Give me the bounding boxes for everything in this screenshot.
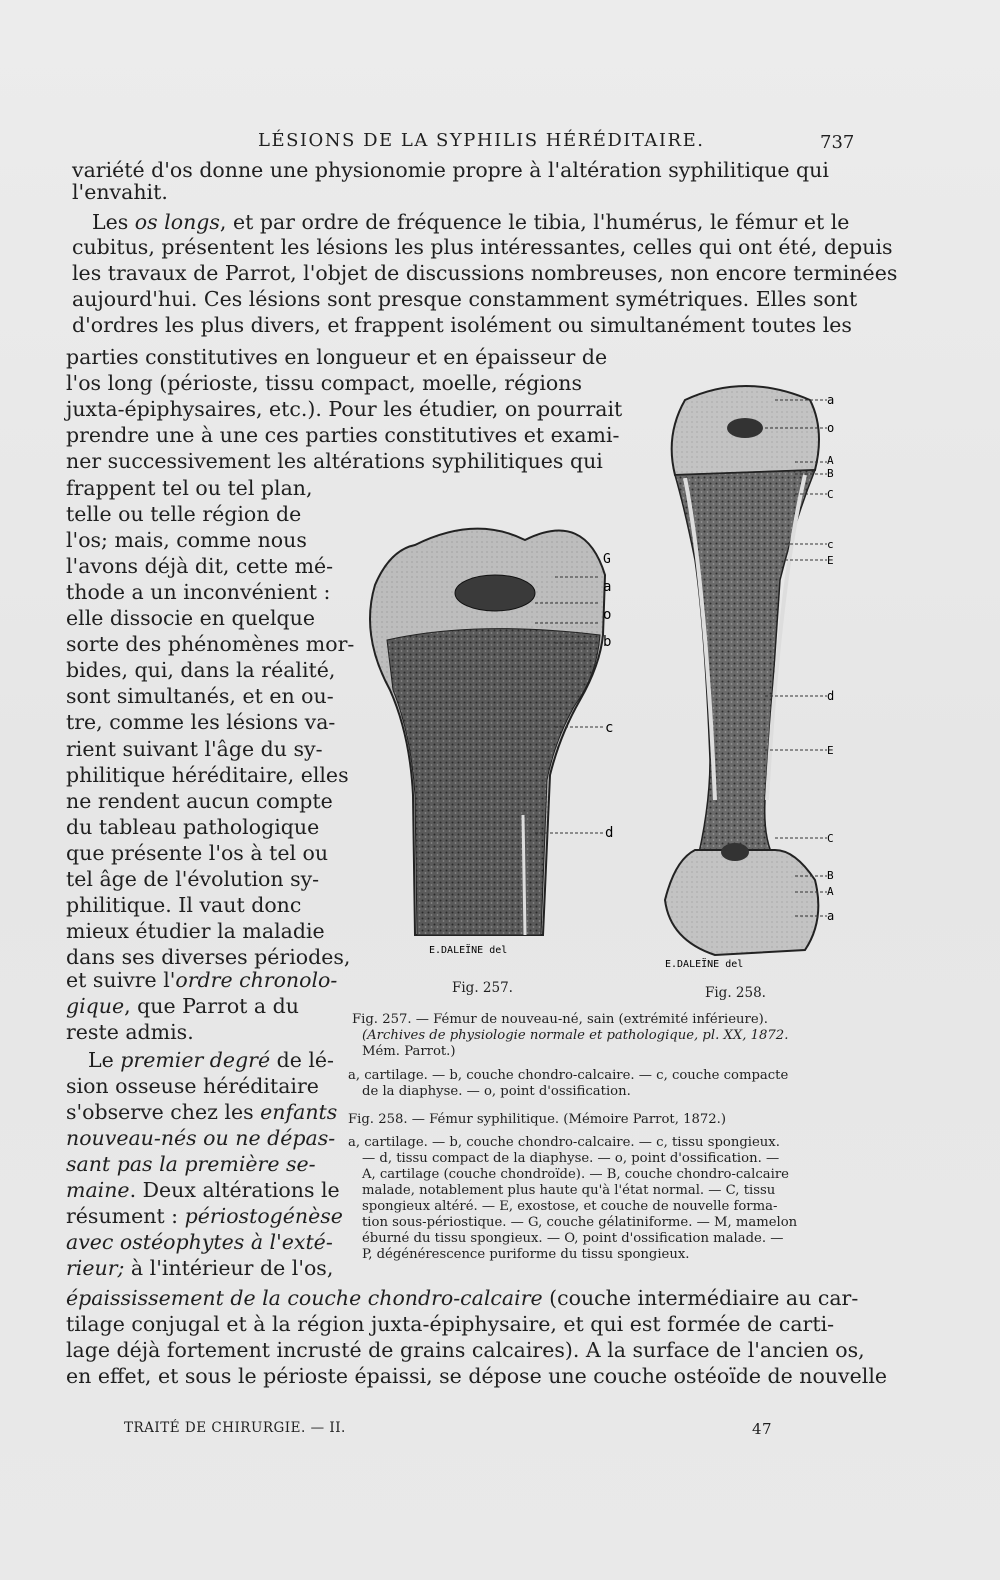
running-title: LÉSIONS DE LA SYPHILIS HÉRÉDITAIRE. <box>258 130 705 151</box>
footer-signature-number: 47 <box>752 1420 773 1438</box>
text-line: rieur; à l'intérieur de l'os, <box>66 1256 334 1280</box>
text-line: parties constitutives en longueur et en épaisseur de <box>66 345 608 369</box>
caption-258-legend: malade, notablement plus haute qu'à l'état normal. — C, tissu <box>362 1183 776 1198</box>
label-d: d <box>605 825 614 841</box>
caption-258-legend: tion sous-périostique. — G, couche gélatiniforme. — M, mamelon <box>362 1215 798 1230</box>
text-line: prendre une à une ces parties constitutives et exami- <box>66 423 620 448</box>
text-line: tel âge de l'évolution sy- <box>66 867 320 891</box>
text-line: dans ses diverses périodes, <box>66 945 351 970</box>
label-B-top: B <box>827 467 834 480</box>
caption-258-title: Fig. 258. — Fémur syphilitique. (Mémoire Parrot, 1872.) <box>348 1112 726 1127</box>
caption-258-legend: spongieux altéré. — E, exostose, et couche de nouvelle forma- <box>362 1199 778 1214</box>
caption-257-legend: a, cartilage. — b, couche chondro-calcaire. — c, couche compacte <box>348 1068 789 1083</box>
text-line: d'ordres les plus divers, et frappent isolément ou simultanément toutes les <box>72 313 852 337</box>
label-E-bottom: E <box>827 744 834 757</box>
text-line: tilage conjugal et à la région juxta-épiphysaire, et qui est formée de carti- <box>66 1312 835 1336</box>
text-line: les travaux de Parrot, l'objet de discussions nombreuses, non encore terminées <box>72 261 898 285</box>
text-line: variété d'os donne une physionomie propre à l'altération syphilitique qui <box>72 158 829 182</box>
text-line: nouveau-nés ou ne dépas- <box>66 1126 336 1150</box>
text-line: du tableau pathologique <box>66 814 320 839</box>
figure-258-label: Fig. 258. <box>705 985 766 1001</box>
label-o-top: o <box>827 421 835 435</box>
text-line: elle dissocie en quelque <box>66 606 315 630</box>
caption-257-source-end: Mém. Parrot.) <box>362 1044 456 1059</box>
text-line: ner successivement les altérations syphilitiques qui <box>66 449 603 474</box>
label-c-mid: c <box>827 538 834 551</box>
text-line: l'envahit. <box>72 180 168 204</box>
caption-258-legend: a, cartilage. — b, couche chondro-calcaire. — c, tissu spongieux. <box>348 1135 780 1150</box>
caption-258-legend: P, dégénérescence puriforme du tissu spongieux. <box>362 1247 690 1262</box>
label-a-top: a <box>827 393 835 407</box>
text-line: bides, qui, dans la réalité, <box>66 658 336 683</box>
label-g: G <box>603 552 611 567</box>
text-line: thode a un inconvénient : <box>66 579 331 604</box>
caption-257-title: Fig. 257. — Fémur de nouveau-né, sain (extrémité inférieure). <box>352 1012 768 1027</box>
label-B-bottom: B <box>827 869 834 882</box>
text-line: rient suivant l'âge du sy- <box>66 736 323 761</box>
figure-257-illustration <box>355 515 625 965</box>
caption-258-legend: éburné du tissu spongieux. — O, point d'ossification malade. — <box>362 1231 784 1246</box>
label-o: o <box>603 607 612 623</box>
text-line: philitique héréditaire, elles <box>66 762 349 787</box>
text-line: résument : périostogénèse <box>66 1204 343 1228</box>
text-line: Le premier degré de lé- <box>88 1048 334 1072</box>
text-line: lage déjà fortement incrusté de grains calcaires). A la surface de l'ancien os, <box>66 1338 865 1362</box>
text-line: maine. Deux altérations le <box>66 1178 340 1202</box>
figure-257-label: Fig. 257. <box>452 980 513 996</box>
text-line: s'observe chez les enfants <box>66 1100 338 1124</box>
caption-257-source: (Archives de physiologie normale et pathologique, pl. XX, 1872. <box>362 1028 789 1043</box>
caption-258-legend: — d, tissu compact de la diaphyse. — o, point d'ossification. — <box>362 1151 780 1166</box>
artist-signature: E.DALEÏNE del <box>429 945 508 956</box>
text-line: mieux étudier la maladie <box>66 919 325 944</box>
text-line: épaississement de la couche chondro-calcaire (couche intermédiaire au car- <box>66 1286 859 1310</box>
label-A-top: A <box>827 454 834 467</box>
label-a-bottom: a <box>827 909 835 923</box>
text-line: que présente l'os à tel ou <box>66 840 329 865</box>
artist-signature: E.DALEÏNE del <box>665 959 744 970</box>
text-line: gique, que Parrot a du <box>66 994 300 1018</box>
footer-book-title: TRAITÉ DE CHIRURGIE. — II. <box>124 1420 346 1436</box>
text-line: philitique. Il vaut donc <box>66 893 302 918</box>
text-line: sorte des phénomènes mor- <box>66 632 355 657</box>
text-line: cubitus, présentent les lésions les plus intéressantes, celles qui ont été, depuis <box>72 235 893 259</box>
text-line: tre, comme les lésions va- <box>66 710 336 735</box>
page-number: 737 <box>820 132 855 153</box>
text-line: l'avons déjà dit, cette mé- <box>66 553 334 578</box>
text-line: et suivre l'ordre chronolo- <box>66 968 338 992</box>
text-line: frappent tel ou tel plan, <box>66 475 313 500</box>
label-C-top: C <box>827 488 834 501</box>
caption-258-legend: A, cartilage (couche chondroïde). — B, couche chondro-calcaire <box>362 1167 789 1182</box>
text-line: l'os long (périoste, tissu compact, moelle, régions <box>66 371 582 396</box>
label-b: b <box>603 634 612 650</box>
text-line: telle ou telle région de <box>66 501 302 526</box>
text-line: l'os; mais, comme nous <box>66 527 307 552</box>
text-line: ne rendent aucun compte <box>66 788 333 813</box>
text-line: sont simultanés, et en ou- <box>66 684 334 709</box>
text-line: juxta-épiphysaires, etc.). Pour les étudier, on pourrait <box>66 397 623 422</box>
text-line: sion osseuse héréditaire <box>66 1074 319 1098</box>
label-A-bottom: A <box>827 885 834 898</box>
label-a: a <box>603 579 612 595</box>
text-line: Les os longs, et par ordre de fréquence le tibia, l'humérus, le fémur et le <box>92 210 850 234</box>
label-E-mid: E <box>827 554 834 567</box>
text-line: reste admis. <box>66 1020 194 1044</box>
text-line: sant pas la première se- <box>66 1152 316 1176</box>
figure-258-illustration <box>655 380 845 970</box>
text-line: aujourd'hui. Ces lésions sont presque constamment symétriques. Elles sont <box>72 287 858 311</box>
text-line: en effet, et sous le périoste épaissi, se dépose une couche ostéoïde de nouvelle <box>66 1364 888 1388</box>
label-c: c <box>605 720 614 736</box>
label-C-bottom: C <box>827 832 834 845</box>
caption-257-legend: de la diaphyse. — o, point d'ossification. <box>362 1084 631 1099</box>
label-d-bottom: d <box>827 689 835 703</box>
text-line: avec ostéophytes à l'exté- <box>66 1230 333 1254</box>
